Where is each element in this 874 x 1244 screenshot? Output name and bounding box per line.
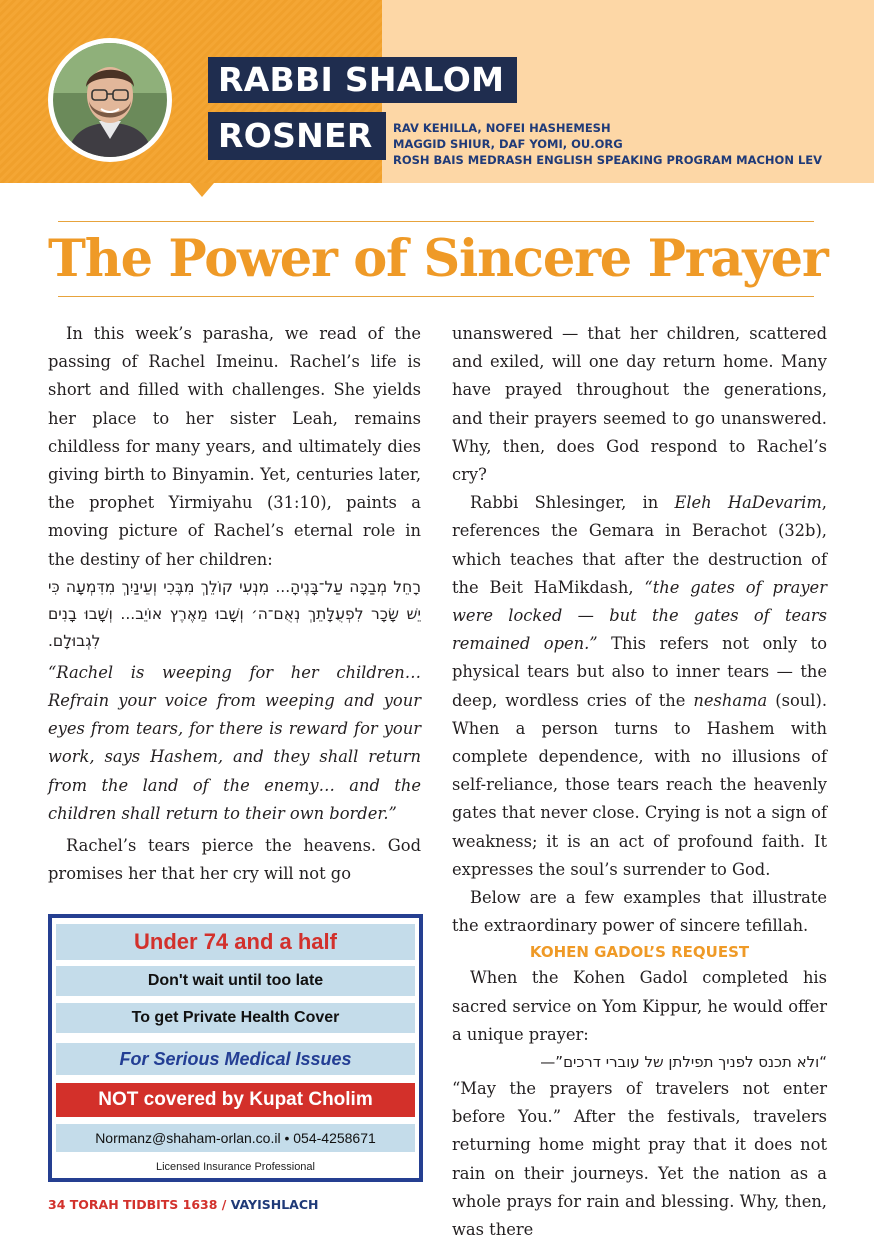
headline-bottom-rule [58,296,814,297]
term-neshama: neshama [693,690,768,710]
paragraph-unanswered: unanswered — that her children, scattered and exiled, will one day return home. Many have prayed throughout the generations, and their prayers seemed to go unanswered. Why, then, does God respond to Rachel’s cry? [452,324,827,485]
footer-separator: / [221,1197,227,1212]
paragraph-kohen-gadol: When the Kohen Gadol completed his sacred service on Yom Kippur, he would offer a unique prayer: [452,968,827,1044]
ad-headline: Under 74 and a half [56,924,415,960]
insurance-advertisement [48,914,423,1182]
parasha-name: VAYISHLACH [230,1197,319,1212]
article-column-right [452,320,827,1244]
text-segment: This refers not only to physical tears but also to inner tears — the deep, wordless cries of the [452,634,827,710]
paragraph-travelers: “May the prayers of travelers not enter before You.” After the festivals, travelers returning home might pray that it does not rain on their journeys. Yet the nation as a whole prays for rain and blessing. Why, then, was there [452,1079,827,1240]
book-title: Eleh HaDevarim [674,493,822,513]
ad-license: Licensed Insurance Professional [156,1161,315,1173]
page-number: 34 [48,1197,66,1212]
ad-line-kupat-cholim: NOT covered by Kupat Cholim [56,1083,415,1117]
paragraph-intro: In this week’s parasha, we read of the passing of Rachel Imeinu. Rachel’s life is short and filled with challenges. She yields her place to her sister Leah, remains childless for many years, and ultimately dies giving birth to Binyamin. Yet, centuries later, the prophet Yirmiyahu (31:10), paints a moving picture of Rachel’s eternal role in the destiny of her children: [48,324,421,569]
header-pointer [190,183,214,197]
text-segment: , references the Gemara in Berachot (32b), which teaches that after the destruction of the Beit HaMikdash, [452,493,827,597]
hebrew-verse: רָחֵל מְבַכָּה עַל־בָּנֶיהָ... מִנְעִי קוֹלֵךְ מִבֶּכִי וְעֵינַיִךְ מִדִּמְעָה כִּי יֵשׁ שָׂכָר לִפְעֻלָּתֵךְ נְאֻם־ה׳ וְשָׁבוּ מֵאֶרֶץ אוֹיֵב... וְשָׁבוּ בָנִים לִגְבוּלָם. [48,577,421,650]
text-segment: Rabbi Shlesinger, in [470,493,675,513]
author-name-line2: ROSNER [208,112,386,160]
page-footer [48,1197,318,1212]
author-avatar [48,38,172,162]
headline-top-rule [58,221,814,222]
author-titles [393,120,863,168]
ad-line-serious: For Serious Medical Issues [56,1043,415,1075]
subheading-kohen-gadol: KOHEN GADOL’S REQUEST [529,943,750,962]
hebrew-prayer-quote: “ולא תכנס לפניך תפילתן של עוברי דרכים”— [540,1053,827,1072]
text-segment: (soul). When a person turns to Hashem with complete dependence, with no illusions of self-reliance, those tears reach the heavenly gates that never close. Crying is not a sign of weakness; it is an act of profound faith. It expresses the soul’s surrender to God. [452,690,827,879]
author-photo [53,43,167,157]
paragraph-gates-of-tears [452,489,827,884]
gemara-quote: “the gates of prayer were locked — but the gates of tears remained open.” [452,577,827,654]
ad-line-cover: To get Private Health Cover [56,1003,415,1033]
author-name-line1: RABBI SHALOM [208,57,517,103]
author-title-1: RAV KEHILLA, NOFEI HASHEMESH [393,121,611,135]
ad-line-warning: Don't wait until too late [56,966,415,996]
ad-contact: Normanz@shaham-orlan.co.il • 054-4258671 [56,1124,415,1152]
author-title-2: MAGGID SHIUR, DAF YOMI, OU.ORG [393,137,623,151]
paragraph-tears: Rachel’s tears pierce the heavens. God promises her that her cry will not go [48,836,421,884]
article-headline: The Power of Sincere Prayer [48,229,828,289]
verse-translation: “Rachel is weeping for her children… Refrain your voice from weeping and your eyes from tears, for there is reward for your work, says Hashem, and they shall return from the land of the enemy… and the children shall return to their own border.” [48,662,421,823]
article-column-left [48,320,421,888]
publication-name: TORAH TIDBITS 1638 [69,1197,218,1212]
paragraph-examples: Below are a few examples that illustrate the extraordinary power of sincere tefillah. [452,888,827,936]
author-title-3: ROSH BAIS MEDRASH ENGLISH SPEAKING PROGRAM MACHON LEV [393,153,823,167]
